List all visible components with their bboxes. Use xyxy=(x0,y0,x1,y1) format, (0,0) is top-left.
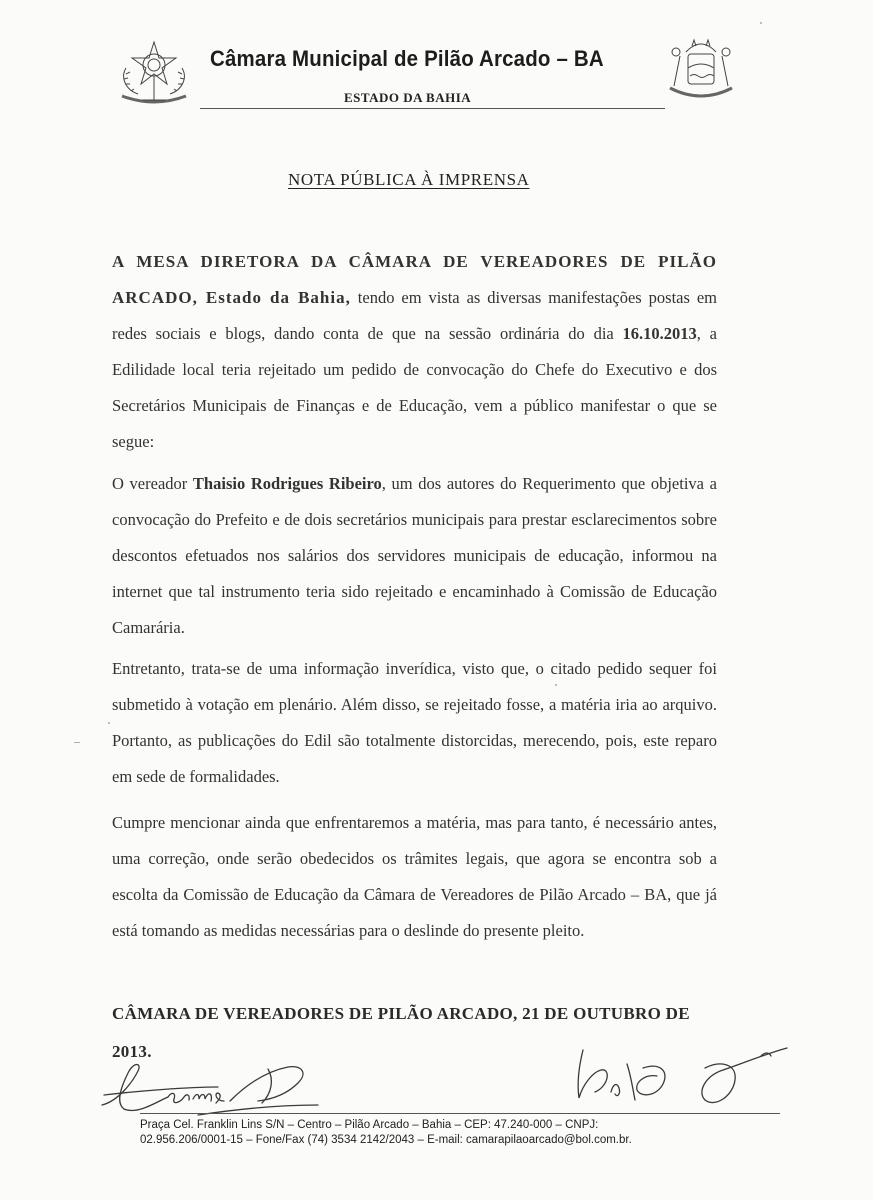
session-date: 16.10.2013 xyxy=(622,324,697,343)
state-subtitle: ESTADO DA BAHIA xyxy=(344,90,472,105)
footer-divider xyxy=(140,1113,780,1114)
institution-title: Câmara Municipal de Pilão Arcado – BA xyxy=(210,46,604,71)
paragraph-3: Entretanto, trata-se de uma informação inverídica, visto que, o citado pedido sequer foi submetido à votação em plenário. Além disso, se rejeitado fosse, a matéria iria ao arquivo. Portanto, as publicações do Edil são totalmente distorcidas, merecendo, pois, este reparo em sede de formalidades. xyxy=(112,659,717,786)
footer-address-line-2: 02.956.206/0001-15 – Fone/Fax (74) 3534 2142/2043 – E-mail: camarapilaoarcado@bol.com.br. xyxy=(140,1134,632,1146)
paragraph-1 xyxy=(112,244,717,460)
paragraph-1-text-a: tendo em vista as diversas manifestações postas em redes sociais e blogs, dando conta de que na sessão ordinária do dia xyxy=(112,288,717,343)
closing-statement: CÂMARA DE VEREADORES DE PILÃO ARCADO, 21 DE OUTUBRO DE 2013. xyxy=(112,1004,690,1061)
paragraph-1-text-b: , a Edilidade local teria rejeitado um pedido de convocação do Chefe do Executivo e dos Secretários Municipais de Finanças e de Educação, vem a público manifestar o que se segue: xyxy=(112,324,717,451)
scan-speck xyxy=(108,722,110,724)
paragraph-2-text-a: O vereador xyxy=(112,474,193,493)
header-divider xyxy=(200,108,665,109)
councilor-name: Thaisio Rodrigues Ribeiro xyxy=(192,474,382,493)
footer-address xyxy=(140,1118,780,1148)
bahia-coat-of-arms-icon xyxy=(662,30,740,108)
scan-speck xyxy=(760,22,762,24)
footer-address-line-1: Praça Cel. Franklin Lins S/N – Centro – Pilão Arcado – Bahia – CEP: 47.240-000 – CNPJ: xyxy=(140,1119,599,1131)
scan-speck xyxy=(555,684,557,686)
paragraph-1-lead: A MESA DIRETORA DA CÂMARA DE VEREADORES DE PILÃO ARCADO, Estado da Bahia, xyxy=(112,252,717,307)
signature-left xyxy=(98,1043,328,1123)
document-title: NOTA PÚBLICA À IMPRENSA xyxy=(288,170,530,189)
scan-speck xyxy=(74,742,80,743)
paragraph-4: Cumpre mencionar ainda que enfrentaremos a matéria, mas para tanto, é necessário antes, uma correção, onde serão obedecidos os trâmites legais, que agora se encontra sob a escolta da Comissão de Educação da Câmara de Vereadores de Pilão Arcado – BA, que já está tomando as medidas necessárias para o deslinde do presente pleito. xyxy=(112,813,717,940)
paragraph-2-text-b: , um dos autores do Requerimento que objetiva a convocação do Prefeito e de dois secretários municipais para prestar esclarecimentos sobre descontos efetuados nos salários dos servidores municipais de educação, informou na internet que tal instrumento teria sido rejeitado e encaminhado à Comissão de Educação Camarária. xyxy=(112,474,717,637)
brazil-coat-of-arms-icon xyxy=(112,38,196,108)
signature-right xyxy=(565,1040,795,1120)
paragraph-2 xyxy=(112,466,717,646)
